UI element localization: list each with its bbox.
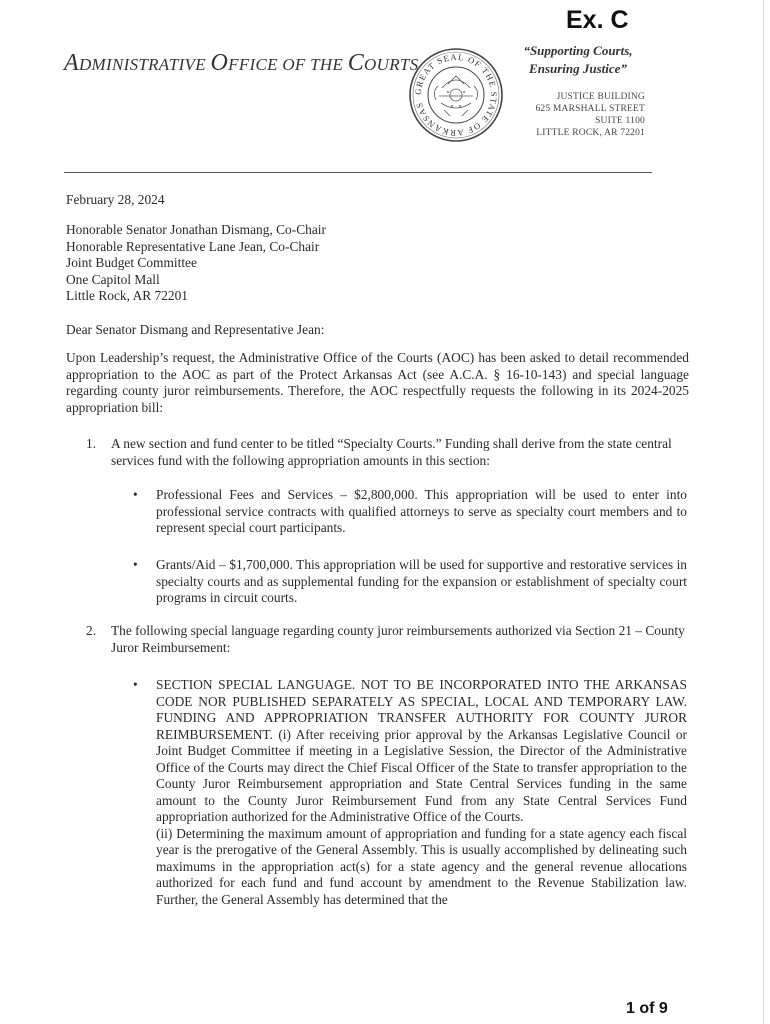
bullet-text: Professional Fees and Services – $2,800,000. This appropriation will be used to enter into professional service contracts with qualified attorneys to serve as specialty court members and to represent special court participants. xyxy=(156,487,687,535)
address-line: SUITE 1100 xyxy=(595,116,645,126)
intro-paragraph: Upon Leadership’s request, the Administrative Office of the Courts (AOC) has been asked to detail recommended appropriation to the AOC as part of the Protect Arkansas Act (see A.C.A. § 16-10-143) and special language regarding county juror reimbursements. Therefore, the AOC respectfully requests the following in its 2024-2025 appropriation bill: xyxy=(66,350,689,415)
motto xyxy=(513,42,643,78)
bullet-text xyxy=(156,677,687,908)
motto-line-2: Ensuring Justice” xyxy=(529,61,627,76)
exhibit-label: Ex. C xyxy=(566,6,629,34)
addressee-line: One Capitol Mall xyxy=(66,271,160,287)
bullet-text: Grants/Aid – $1,700,000. This appropriation will be used for supportive and restorative services in specialty courts and as supplemental funding for the expansion or establishment of specialty court programs in circuit courts. xyxy=(156,557,687,605)
list-item-text: The following special language regarding county juror reimbursements authorized via Section 21 – County Juror Reimbursement: xyxy=(111,623,685,655)
page-number: 1 of 9 xyxy=(626,1000,668,1017)
address-line: JUSTICE BUILDING xyxy=(556,92,645,102)
bullet-icon: • xyxy=(133,487,138,502)
address-line: LITTLE ROCK, AR 72201 xyxy=(536,128,645,138)
salutation: Dear Senator Dismang and Representative Jean: xyxy=(66,322,325,337)
bullet-icon: • xyxy=(133,557,138,572)
letter-date: February 28, 2024 xyxy=(66,192,165,207)
office-address xyxy=(520,91,645,139)
header-divider xyxy=(64,172,652,173)
special-language-part-2: (ii) Determining the maximum amount of appropriation and funding for a state agency each fiscal year is the prerogative of the General Assembly. This is usually accomplished by delineating such maximums in the appropriation act(s) for a state agency and the general revenue allocations authorized for each fund and fund account by amendment to the Revenue Stabilization law. Further, the General Assembly has determined that the xyxy=(156,825,687,907)
office-name: ADMINISTRATIVE OFFICE OF THE COURTS xyxy=(64,50,419,76)
special-language-part-1: SECTION SPECIAL LANGUAGE. NOT TO BE INCORPORATED INTO THE ARKANSAS CODE NOR PUBLISHED SEPARATELY AS SPECIAL, LOCAL AND TEMPORARY LAW. FUNDING AND APPROPRIATION TRANSFER AUTHORITY FOR COUNTY JUROR REIMBURSEMENT. (i) After receiving prior approval by the Arkansas Legislative Council or Joint Budget Committee if meeting in a Legislative Session, the Director of the Administrative Office of the Courts may direct the Chief Fiscal Officer of the State to transfer appropriation to the County Juror Reimbursement appropriation and State Central Services funding in the same amount to the County Juror Reimbursement Fund from any State Central Services Fund appropriation authorized for the Administrative Office of the Courts. xyxy=(156,677,687,824)
seal-text: GREAT SEAL OF THE STATE OF ARKANSAS xyxy=(412,51,500,139)
motto-line-1: “Supporting Courts, xyxy=(523,43,633,58)
list-number: 1. xyxy=(86,436,97,451)
addressee-line: Little Rock, AR 72201 xyxy=(66,288,188,303)
scan-edge xyxy=(763,0,764,1024)
list-number: 2. xyxy=(86,623,97,638)
address-line: 625 MARSHALL STREET xyxy=(535,104,645,114)
addressee-line: Honorable Senator Jonathan Dismang, Co-Chair xyxy=(66,222,326,237)
addressee-line: Joint Budget Committee xyxy=(66,255,197,270)
list-item-text: A new section and fund center to be titled “Specialty Courts.” Funding shall derive from the state central services fund with the following appropriation amounts in this section: xyxy=(111,436,672,468)
addressee-block xyxy=(66,222,689,305)
state-seal-icon xyxy=(408,40,504,150)
addressee-line: Honorable Representative Lane Jean, Co-Chair xyxy=(66,238,320,254)
bullet-icon: • xyxy=(133,677,138,692)
